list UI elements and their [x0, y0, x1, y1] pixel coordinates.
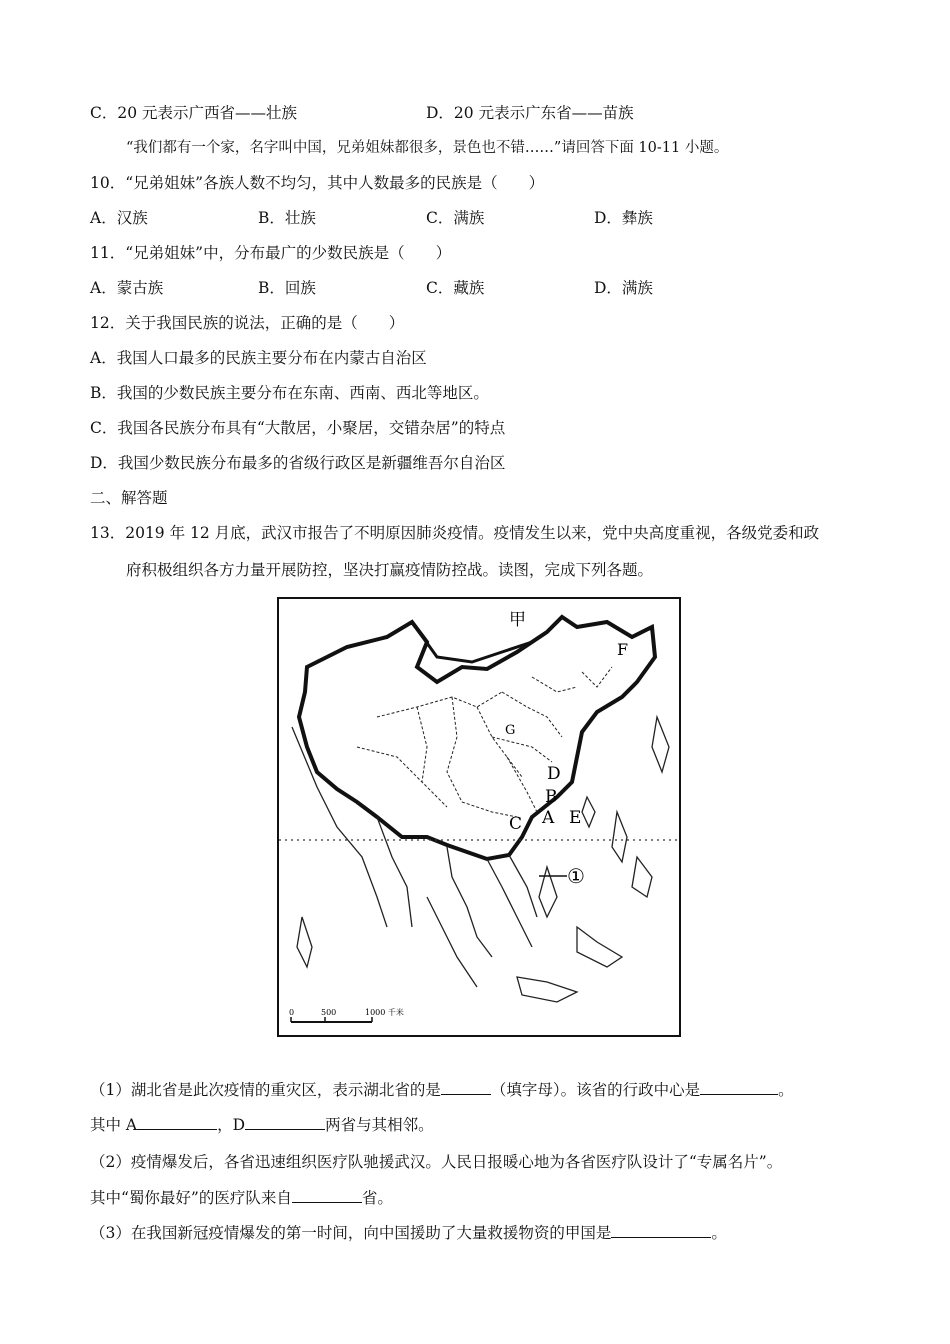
label-e: E	[569, 808, 582, 828]
sub1-text-d: 其中 A	[90, 1116, 138, 1134]
sub3-text-b: 。	[711, 1224, 727, 1242]
intro-text: “我们都有一个家，名字叫中国，兄弟姐妹都很多，景色也不错……”请回答下面 10-11 小题。	[126, 140, 729, 156]
sub1-blank-d[interactable]	[245, 1113, 325, 1130]
sub1-blank-a[interactable]	[137, 1113, 217, 1130]
option-c-top: C．20 元表示广西省——壮族	[90, 104, 298, 122]
q11-option-d: D．满族	[594, 279, 653, 297]
sub1-text-a: （1）湖北省是此次疫情的重灾区，表示湖北省的是	[90, 1081, 441, 1099]
label-f: F	[617, 640, 629, 659]
scale-zero: 0	[289, 1008, 295, 1017]
sub1-text-e: ，D	[217, 1116, 246, 1134]
label-circle-1: ①	[567, 864, 585, 888]
q12-option-c: C．我国各民族分布具有“大散居，小聚居，交错杂居”的特点	[90, 419, 506, 437]
label-c: C	[509, 814, 523, 834]
option-d-top: D．20 元表示广东省——苗族	[426, 104, 634, 122]
q12-option-a: A．我国人口最多的民族主要分布在内蒙古自治区	[90, 349, 427, 367]
q11-option-c: C．藏族	[426, 279, 485, 297]
label-a: A	[542, 808, 555, 828]
section-heading: 二、解答题	[90, 489, 168, 507]
q12-stem: 12．关于我国民族的说法，正确的是（ ）	[90, 314, 405, 332]
q12-option-d: D．我国少数民族分布最多的省级行政区是新疆维吾尔自治区	[90, 454, 506, 472]
q13-sub2-line1: （2）疫情爆发后，各省迅速组织医疗队驰援武汉。人民日报暖心地为各省医疗队设计了“专属名片”。	[90, 1153, 783, 1171]
q13-sub1-line1	[90, 1078, 794, 1101]
sub3-blank-country[interactable]	[611, 1221, 711, 1238]
sub2-text-c: 省。	[361, 1189, 393, 1207]
q10-option-a: A．汉族	[90, 209, 148, 227]
sub1-text-f: 两省与其相邻。	[325, 1116, 434, 1134]
sub1-blank-letter[interactable]	[441, 1078, 491, 1095]
sub1-text-c: 。	[778, 1081, 794, 1099]
q11-option-a: A．蒙古族	[90, 279, 164, 297]
label-d: D	[547, 764, 561, 784]
label-jia: 甲	[509, 610, 526, 630]
q13-sub3-line	[90, 1221, 727, 1244]
sub1-text-b: （填字母）。该省的行政中心是	[490, 1081, 701, 1099]
asia-map	[277, 597, 681, 1037]
q10-stem: 10．“兄弟姐妹”各族人数不均匀，其中人数最多的民族是（ ）	[90, 174, 545, 192]
sub2-blank-province[interactable]	[292, 1186, 362, 1203]
label-g: G	[505, 723, 516, 738]
q10-option-d: D．彝族	[594, 209, 653, 227]
scale-mid: 500	[321, 1008, 337, 1017]
sub2-text-b: 其中“蜀你最好”的医疗队来自	[90, 1189, 292, 1207]
q13-stem-line2: 府积极组织各方力量开展防控，坚决打赢疫情防控战。读图，完成下列各题。	[126, 561, 654, 579]
sub3-text-a: （3）在我国新冠疫情爆发的第一时间，向中国援助了大量救援物资的甲国是	[90, 1224, 612, 1242]
q11-option-b: B．回族	[258, 279, 316, 297]
scale-end: 1000 千米	[365, 1008, 404, 1017]
q11-stem: 11．“兄弟姐妹”中，分布最广的少数民族是（ ）	[90, 244, 452, 262]
q10-option-c: C．满族	[426, 209, 485, 227]
q13-sub1-line2	[90, 1113, 434, 1136]
q12-option-b: B．我国的少数民族主要分布在东南、西南、西北等地区。	[90, 384, 489, 402]
label-b: B	[545, 787, 558, 807]
sub1-blank-capital[interactable]	[700, 1078, 778, 1095]
q13-stem-line1: 13．2019 年 12 月底，武汉市报告了不明原因肺炎疫情。疫情发生以来，党中央高度重视，各级党委和政	[90, 524, 820, 542]
q13-sub2-line2	[90, 1186, 393, 1209]
q10-option-b: B．壮族	[258, 209, 316, 227]
